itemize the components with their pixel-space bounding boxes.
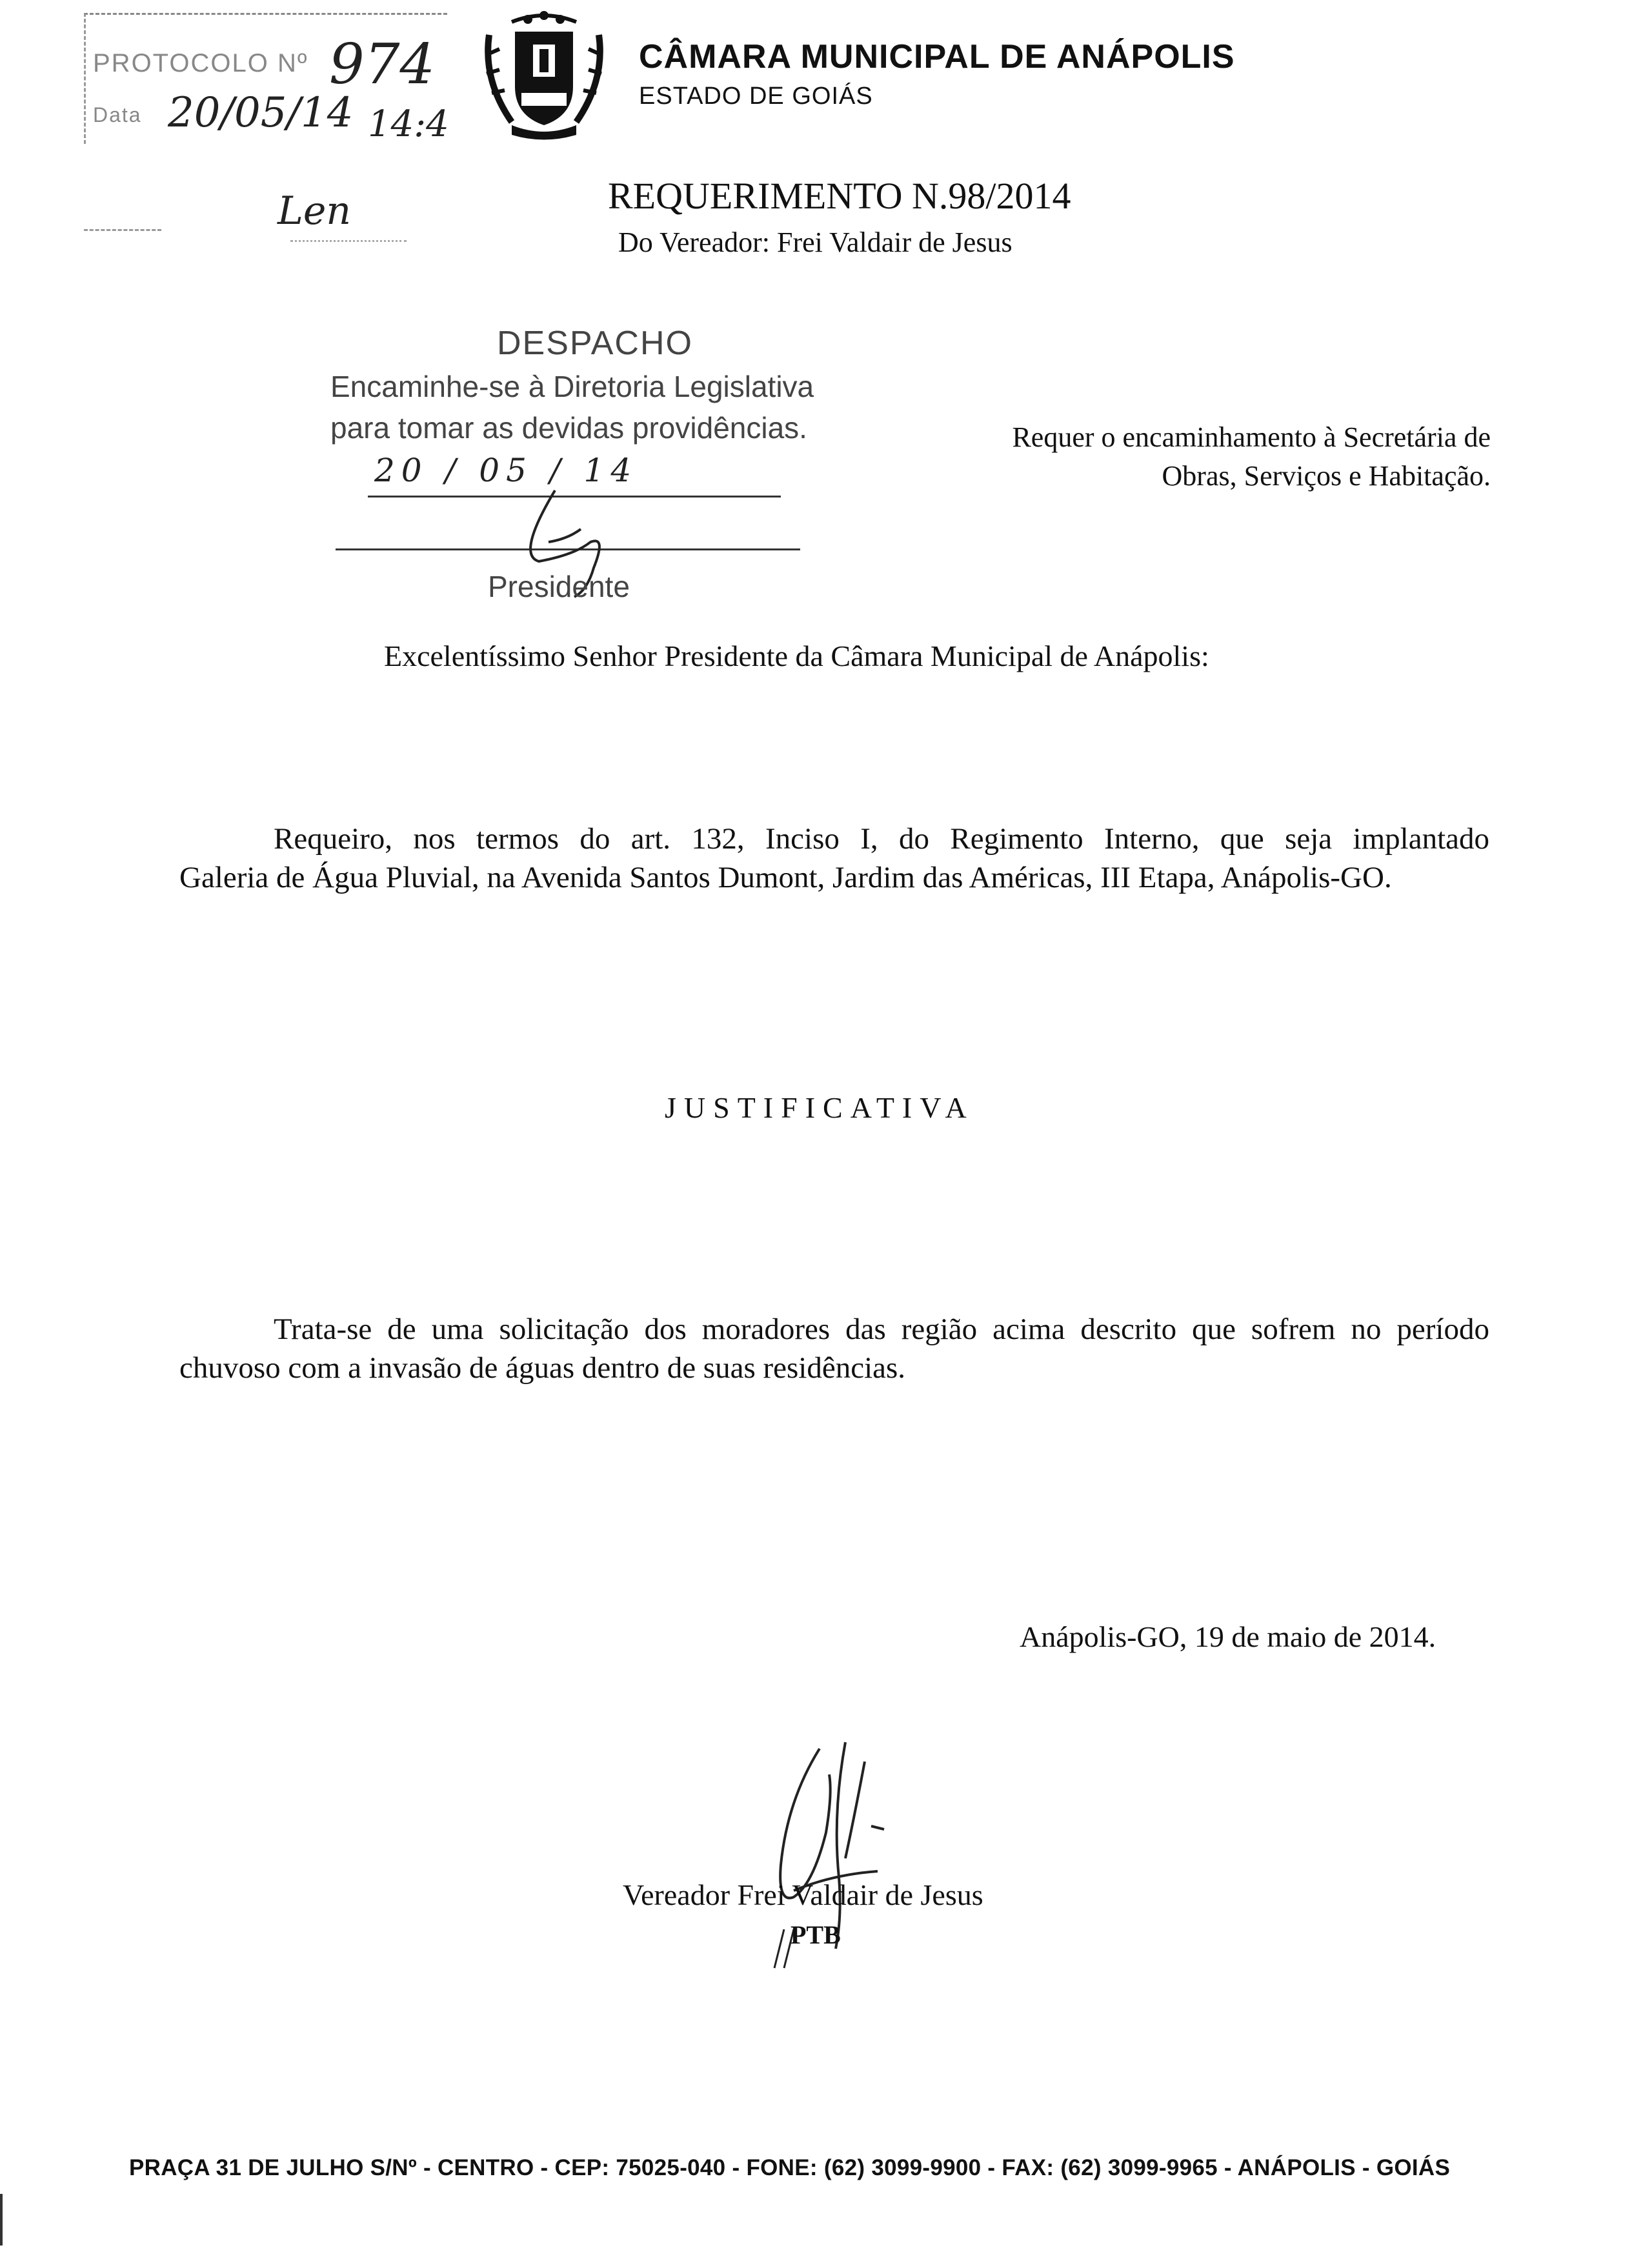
stamp-date-label: Data xyxy=(93,103,142,126)
request-line-1: Requeiro, nos termos do art. 132, Inciso I, do Regimento Interno, que seja implantado xyxy=(274,822,1489,856)
footer-address: PRAÇA 31 DE JULHO S/Nº - CENTRO - CEP: 75025-040 - FONE: (62) 3099-9900 - FAX: (62) 3099-9965 - ANÁPOLIS - GOIÁS xyxy=(129,2155,1451,2180)
request-paragraph xyxy=(179,819,1489,897)
justification-paragraph xyxy=(179,1310,1489,1387)
justification-line-1: Trata-se de uma solicitação dos moradores das região acima descrito que sofrem no período xyxy=(274,1312,1489,1346)
document-title: REQUERIMENTO N.98/2014 xyxy=(608,175,1071,217)
signer-name: Vereador Frei Valdair de Jesus xyxy=(623,1878,983,1911)
stamp-protocol-number: 974 xyxy=(329,32,436,97)
despacho-signer-role: Presidente xyxy=(488,570,630,603)
justification-heading: JUSTIFICATIVA xyxy=(665,1091,974,1124)
stamp-line xyxy=(290,240,407,242)
coat-of-arms-logo xyxy=(476,9,612,145)
salutation: Excelentíssimo Senhor Presidente da Câmara Municipal de Anápolis: xyxy=(384,639,1209,672)
document-author: Do Vereador: Frei Valdair de Jesus xyxy=(618,226,1012,258)
ementa-line-1: Requer o encaminhamento à Secretária de xyxy=(1012,421,1491,453)
stamp-time-value: 14:4 xyxy=(368,103,449,145)
stamp-protocol-label: PROTOCOLO Nº xyxy=(93,49,308,77)
despacho-stamp xyxy=(323,316,839,613)
despacho-line-1: Encaminhe-se à Diretoria Legislativa xyxy=(330,370,814,403)
protocol-stamp xyxy=(84,13,465,245)
stamp-initials: Len xyxy=(277,188,351,234)
justification-line-2: chuvoso com a invasão de águas dentro de suas residências. xyxy=(179,1351,906,1385)
date-place: Anápolis-GO, 19 de maio de 2014. xyxy=(1020,1620,1436,1653)
ementa xyxy=(942,418,1491,496)
despacho-line-2: para tomar as devidas providências. xyxy=(330,411,807,445)
signer-party: PTB xyxy=(791,1920,841,1949)
despacho-title: DESPACHO xyxy=(497,325,693,362)
stamp-line xyxy=(84,229,161,231)
stamp-date-value: 20/05/14 xyxy=(168,89,354,137)
state-name: ESTADO DE GOIÁS xyxy=(639,83,873,110)
ementa-line-2: Obras, Serviços e Habitação. xyxy=(1162,460,1491,492)
institution-name: CÂMARA MUNICIPAL DE ANÁPOLIS xyxy=(639,38,1235,75)
request-line-2: Galeria de Água Pluvial, na Avenida Santos Dumont, Jardim das Américas, III Etapa, Anápolis-GO. xyxy=(179,861,1392,894)
scan-edge-mark xyxy=(0,2194,3,2246)
despacho-date: 20 / 05 / 14 xyxy=(374,452,638,489)
